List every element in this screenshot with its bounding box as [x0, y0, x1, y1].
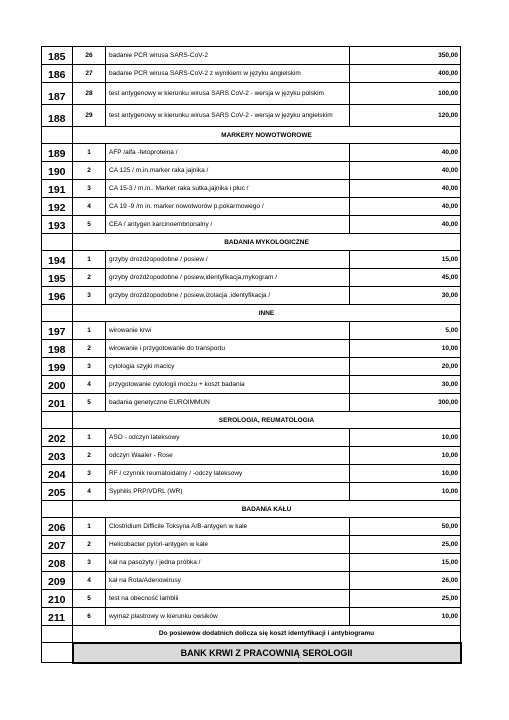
row-number: 191 [42, 180, 73, 198]
section-header-row [42, 234, 461, 251]
item-description: Syphilis PRP/VDRL (WR) [106, 483, 350, 501]
row-number: 189 [42, 144, 73, 162]
row-number: 209 [42, 572, 73, 590]
row-number: 198 [42, 340, 73, 358]
item-index: 1 [73, 322, 106, 340]
item-price: 40,00 [350, 216, 461, 234]
item-description: CEA / antygen karcinoembrionalny / [106, 216, 350, 234]
row-number: 200 [42, 376, 73, 394]
item-price: 20,00 [350, 358, 461, 376]
item-description: grzyby drożdżopodobne / posiew / [106, 251, 350, 269]
item-index: 1 [73, 429, 106, 447]
item-price: 400,00 [350, 65, 461, 83]
item-index: 26 [73, 47, 106, 65]
row-number: 208 [42, 554, 73, 572]
row-number: 186 [42, 65, 73, 83]
table-row [42, 162, 461, 180]
item-description: wymaz plastrowy w kierunku owsików [106, 608, 350, 626]
item-index: 1 [73, 144, 106, 162]
empty-cell [42, 234, 73, 251]
row-number: 207 [42, 536, 73, 554]
item-description: test na obecność lamblii [106, 590, 350, 608]
table-row [42, 447, 461, 465]
item-description: cytologia szyjki macicy [106, 358, 350, 376]
row-number: 187 [42, 83, 73, 105]
table-row [42, 590, 461, 608]
item-index: 3 [73, 180, 106, 198]
item-index: 5 [73, 394, 106, 412]
row-number: 211 [42, 608, 73, 626]
item-index: 3 [73, 465, 106, 483]
table-row [42, 518, 461, 536]
item-description: przygotowanie cytologii moczu + koszt badania [106, 376, 350, 394]
table-row [42, 180, 461, 198]
item-price: 10,00 [350, 483, 461, 501]
table-row [42, 216, 461, 234]
item-description: badanie PCR wirusa SARS-CoV-2 z wynikiem w języku angielskim [106, 65, 350, 83]
table-row [42, 287, 461, 305]
item-description: test antygenowy w kierunku wirusa SARS CoV-2 - wersja w języku polskim [106, 83, 350, 105]
row-number: 202 [42, 429, 73, 447]
row-number: 193 [42, 216, 73, 234]
empty-cell [42, 643, 73, 663]
item-price: 10,00 [350, 340, 461, 358]
item-description: badania genetyczne EUROIMMUN [106, 394, 350, 412]
item-price: 10,00 [350, 608, 461, 626]
item-index: 2 [73, 340, 106, 358]
item-price: 350,00 [350, 47, 461, 65]
row-number: 210 [42, 590, 73, 608]
row-number: 195 [42, 269, 73, 287]
item-index: 4 [73, 572, 106, 590]
item-price: 15,00 [350, 251, 461, 269]
item-description: wirowanie krwi [106, 322, 350, 340]
item-description: ASO - odczyn lateksowy [106, 429, 350, 447]
row-number: 199 [42, 358, 73, 376]
blood-bank-heading: BANK KRWI Z PRACOWNIĄ SEROLOGII [73, 643, 461, 663]
empty-cell [42, 127, 73, 144]
item-description: Clostridium Difficile Toksyna A/B-antygen w kale [106, 518, 350, 536]
table-row [42, 554, 461, 572]
empty-cell [42, 305, 73, 322]
row-number: 194 [42, 251, 73, 269]
row-number: 206 [42, 518, 73, 536]
empty-cell [42, 501, 73, 518]
section-title: SEROLOGIA, REUMATOLOGIA [73, 412, 461, 429]
row-number: 188 [42, 105, 73, 127]
item-index: 3 [73, 554, 106, 572]
item-price: 40,00 [350, 198, 461, 216]
table-row [42, 105, 461, 127]
section-title: INNE [73, 305, 461, 322]
item-description: RF / czynnik reumatoidalny / -odczy lateksowy [106, 465, 350, 483]
item-price: 40,00 [350, 144, 461, 162]
section-title: BADANIA MYKOLOGICZNE [73, 234, 461, 251]
table-row [42, 358, 461, 376]
item-description: Helicobacter pylori-antygen w kale [106, 536, 350, 554]
item-description: CA 19 -9 /m in. marker nowotworów p.pokarmowego / [106, 198, 350, 216]
item-index: 3 [73, 358, 106, 376]
table-row [42, 465, 461, 483]
item-price: 15,00 [350, 554, 461, 572]
item-description: kał na pasożyty / jedna próbka / [106, 554, 350, 572]
item-index: 4 [73, 376, 106, 394]
item-price: 26,00 [350, 572, 461, 590]
item-index: 1 [73, 251, 106, 269]
table-row [42, 269, 461, 287]
table-row [42, 144, 461, 162]
item-price: 25,00 [350, 590, 461, 608]
table-row [42, 483, 461, 501]
item-price: 10,00 [350, 429, 461, 447]
table-row [42, 322, 461, 340]
item-description: grzyby drożdżopodobne / posiew,izolacja ,identyfikacja / [106, 287, 350, 305]
table-row [42, 251, 461, 269]
item-index: 29 [73, 105, 106, 127]
row-number: 203 [42, 447, 73, 465]
item-description: CA 15-3 / m.in.. Marker raka sutka,jajnika i płuc / [106, 180, 350, 198]
row-number: 197 [42, 322, 73, 340]
item-description: odczyn Waaler - Rose [106, 447, 350, 465]
row-number: 192 [42, 198, 73, 216]
table-row [42, 608, 461, 626]
item-index: 2 [73, 162, 106, 180]
item-index: 5 [73, 216, 106, 234]
item-index: 2 [73, 269, 106, 287]
item-price: 300,00 [350, 394, 461, 412]
item-index: 27 [73, 65, 106, 83]
price-list-body [42, 47, 461, 663]
table-row [42, 65, 461, 83]
note-text: Do posiewów dodatnich dolicza się koszt identyfikacji i antybiogramu [73, 626, 461, 643]
item-index: 3 [73, 287, 106, 305]
item-index: 28 [73, 83, 106, 105]
item-price: 10,00 [350, 447, 461, 465]
item-price: 40,00 [350, 162, 461, 180]
item-price: 25,00 [350, 536, 461, 554]
table-row [42, 536, 461, 554]
price-list-table [41, 46, 462, 664]
row-number: 185 [42, 47, 73, 65]
empty-cell [42, 626, 73, 643]
table-row [42, 429, 461, 447]
item-price: 100,00 [350, 83, 461, 105]
item-price: 40,00 [350, 180, 461, 198]
item-price: 120,00 [350, 105, 461, 127]
item-index: 6 [73, 608, 106, 626]
footer-row [42, 643, 461, 663]
section-title: MARKERY NOWOTWOROWE [73, 127, 461, 144]
item-description: AFP /alfa -fetoproteina / [106, 144, 350, 162]
item-description: CA 125 / m.in.marker raka jajnika / [106, 162, 350, 180]
item-price: 5,00 [350, 322, 461, 340]
item-description: wirowanie i przygotowanie do transportu [106, 340, 350, 358]
item-description: badanie PCR wirusa SARS-CoV-2 [106, 47, 350, 65]
item-description: kał na Rota/Adenowirusy [106, 572, 350, 590]
item-description: grzyby drożdżopodobne / posiew,identyfikacja,mykogram / [106, 269, 350, 287]
row-number: 204 [42, 465, 73, 483]
item-index: 4 [73, 483, 106, 501]
section-header-row [42, 127, 461, 144]
item-price: 30,00 [350, 287, 461, 305]
note-row [42, 626, 461, 643]
item-price: 30,00 [350, 376, 461, 394]
item-index: 5 [73, 590, 106, 608]
item-index: 1 [73, 518, 106, 536]
table-row [42, 572, 461, 590]
table-row [42, 394, 461, 412]
item-price: 45,00 [350, 269, 461, 287]
table-row [42, 47, 461, 65]
item-index: 2 [73, 447, 106, 465]
empty-cell [42, 412, 73, 429]
row-number: 196 [42, 287, 73, 305]
table-row [42, 376, 461, 394]
item-price: 10,00 [350, 465, 461, 483]
item-price: 50,00 [350, 518, 461, 536]
table-row [42, 83, 461, 105]
row-number: 190 [42, 162, 73, 180]
section-header-row [42, 412, 461, 429]
table-row [42, 340, 461, 358]
item-description: test antygenowy w kierunku wirusa SARS CoV-2 - wersja w języku angielskim [106, 105, 350, 127]
section-title: BADANIA KAŁU [73, 501, 461, 518]
section-header-row [42, 501, 461, 518]
item-index: 4 [73, 198, 106, 216]
table-row [42, 198, 461, 216]
row-number: 205 [42, 483, 73, 501]
section-header-row [42, 305, 461, 322]
row-number: 201 [42, 394, 73, 412]
item-index: 2 [73, 536, 106, 554]
